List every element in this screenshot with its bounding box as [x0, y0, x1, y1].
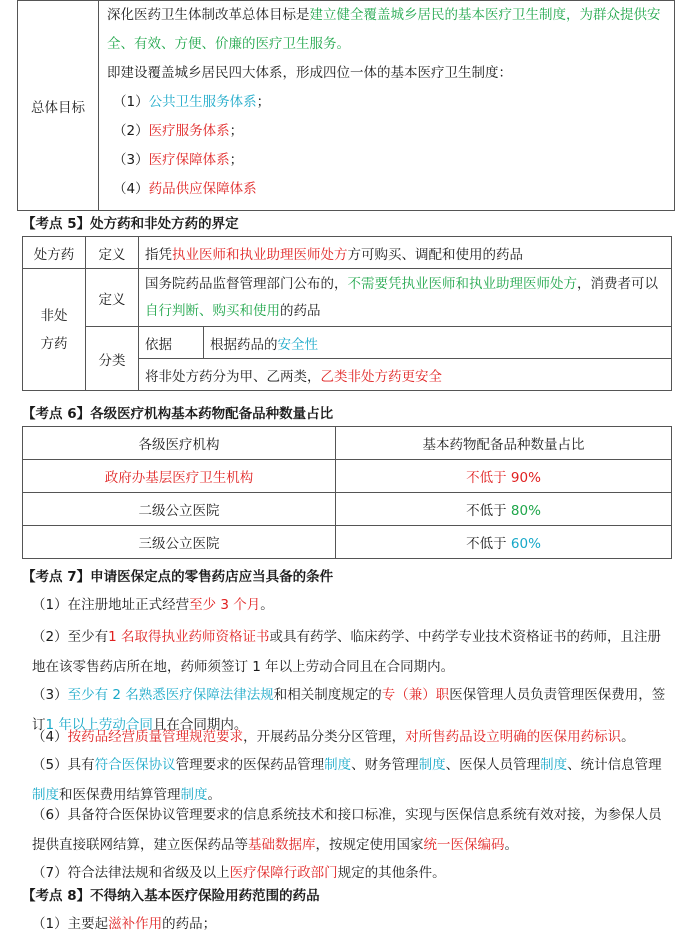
heading-7: 【考点 7】申请医保定点的零售药店应当具备的条件: [22, 569, 334, 585]
rx-def-label: 定义: [86, 237, 139, 269]
system-item: （2）医疗服务体系；: [113, 123, 244, 139]
condition-4: （4）按药品经营质量管理规范要求，开展药品分类分区管理，对所售药品设立明确的医保用药标识。: [32, 729, 635, 745]
table-row: 三级公立医院 不低于 60%: [23, 526, 672, 559]
overall-goal-label: 总体目标: [18, 1, 99, 211]
otc-class-label: 分类: [86, 327, 139, 391]
otc-definition: 国务院药品监督管理部门公布的，不需要凭执业医师和执业助理医师处方，消费者可以自行判断、购买和使用的药品: [139, 269, 672, 327]
overall-goal-content: [99, 1, 675, 211]
condition-1: （1）在注册地址正式经营至少 3 个月。: [32, 597, 274, 613]
table-row: 政府办基层医疗卫生机构 不低于 90%: [23, 460, 672, 493]
col-header-institution: 各级医疗机构: [23, 427, 336, 460]
col-header-ratio: 基本药物配备品种数量占比: [336, 427, 672, 460]
otc-def-label: 定义: [86, 269, 139, 327]
rx-label: 处方药: [23, 237, 86, 269]
condition-6: （6）具备符合医保协议管理要求的信息系统技术和接口标准，实现与医保信息系统有效对接，为参保人员提供直接联网结算，建立医保药品等基础数据库，按规定使用国家统一医保编码。: [32, 807, 662, 853]
otc-class-content: 将非处方药分为甲、乙两类，乙类非处方药更安全: [139, 359, 672, 391]
heading-8: 【考点 8】不得纳入基本医疗保险用药范围的药品: [22, 888, 320, 904]
table-row: 二级公立医院 不低于 80%: [23, 493, 672, 526]
heading-5: 【考点 5】处方药和非处方药的界定: [22, 216, 239, 232]
overall-goal-table: [17, 0, 675, 211]
goal-line2: 即建设覆盖城乡居民四大体系，形成四位一体的基本医疗卫生制度：: [107, 65, 512, 81]
basis-label: 依据: [139, 327, 204, 359]
rx-definition: 指凭执业医师和执业助理医师处方方可购买、调配和使用的药品: [139, 237, 672, 269]
condition-7: （7）符合法律法规和省级及以上医疗保障行政部门规定的其他条件。: [32, 865, 446, 881]
rx-otc-table: [22, 236, 672, 391]
system-item: （4）药品供应保障体系: [113, 181, 257, 197]
condition-5: （5）具有符合医保协议管理要求的医保药品管理制度、财务管理制度、医保人员管理制度、统计信息管理制度和医保费用结算管理制度。: [32, 757, 662, 803]
system-item: （3）医疗保障体系；: [113, 152, 244, 168]
essential-drug-table: [22, 426, 672, 559]
goal-intro: 深化医药卫生体制改革总体目标是建立健全覆盖城乡居民的基本医疗卫生制度，为群众提供安全、有效、方便、价廉的医疗卫生服务。: [107, 7, 661, 52]
otc-label: 非处方药: [23, 269, 86, 391]
system-item: （1）公共卫生服务体系；: [113, 94, 271, 110]
heading-6: 【考点 6】各级医疗机构基本药物配备品种数量占比: [22, 406, 334, 422]
condition-2: （2）至少有1 名取得执业药师资格证书或具有药学、临床药学、中药学专业技术资格证书的药师，且注册地在该零售药店所在地，药师须签订 1 年以上劳动合同且在合同期内。: [32, 629, 661, 675]
exclusion-1: （1）主要起滋补作用的药品；: [32, 916, 217, 932]
condition-3: （3）至少有 2 名熟悉医疗保障法律法规和相关制度规定的专（兼）职医保管理人员负责管理医保费用，签订1 年以上劳动合同且在合同期内。: [32, 687, 666, 733]
basis-content: 根据药品的安全性: [204, 327, 672, 359]
